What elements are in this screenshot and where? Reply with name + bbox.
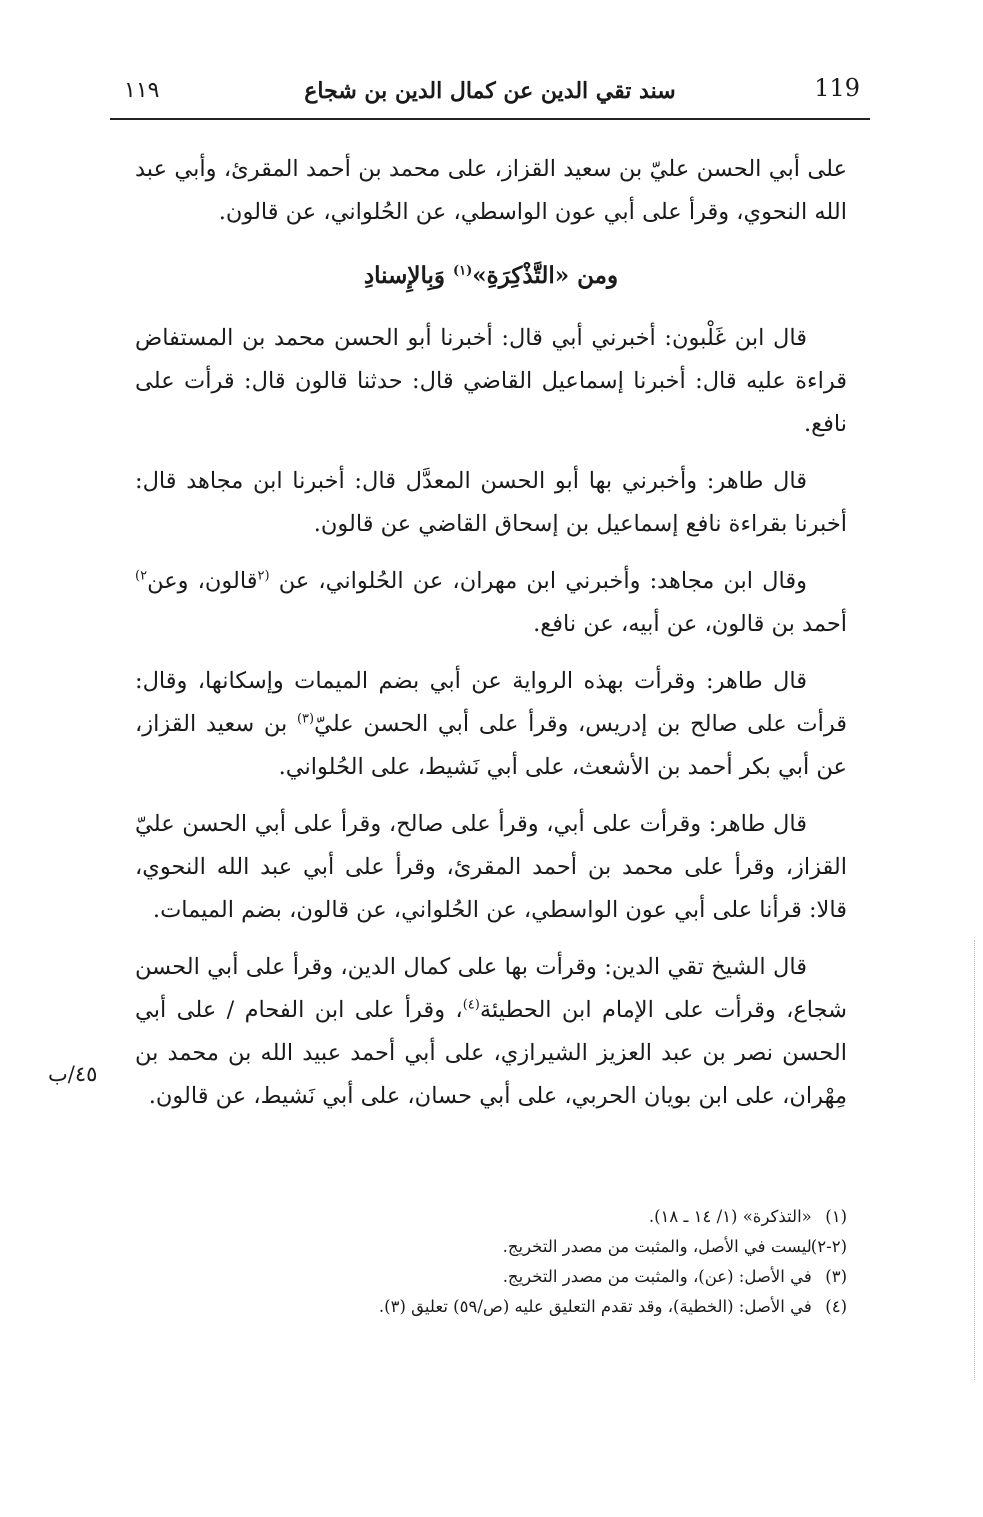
main-text	[135, 148, 847, 1132]
footnote-ref-2-open: (٢	[257, 568, 270, 584]
footnote-number: (٢-٢)	[810, 1237, 847, 1256]
header-rule	[110, 118, 870, 120]
footnote-ref-3: (٣)	[296, 711, 315, 727]
paragraph-7	[135, 946, 847, 1118]
section-heading	[135, 254, 847, 297]
paragraph-6: قال طاهر: وقرأت على أبي، وقرأ على صالح، وقرأ على أبي الحسن عليّ القزاز، وقرأ على محمد بن أحمد المقرئ، وقرأ على أبي عبد الله النحوي، قالا: قرأنا على أبي عون الواسطي، عن الحُلواني، عن قالون، بضم الميمات.	[135, 811, 847, 923]
footnote-text: في الأصل: (الخطية)، وقد تقدم التعليق عليه (ص/٥٩) تعليق (٣).	[378, 1297, 812, 1316]
running-title: سند تقي الدين عن كمال الدين بن شجاع	[304, 78, 676, 104]
footnote-1	[240, 1202, 847, 1232]
running-head	[110, 70, 870, 122]
paragraph-2: قال ابن غَلْبون: أخبرني أبي قال: أخبرنا أبو الحسن محمد بن المستفاض قراءة عليه قال: أخبرنا إسماعيل القاضي قال: حدثنا قالون قال: قرأت على نافع.	[135, 325, 847, 437]
page-number-latin: 119	[814, 74, 860, 102]
manuscript-folio-note: ٤٥/ب	[48, 1062, 98, 1086]
footnote-3	[240, 1262, 847, 1292]
footnote-ref-1: (١)	[453, 263, 473, 279]
paragraph-4-part-a: وقال ابن مجاهد: وأخبرني ابن مهران، عن الحُلواني، عن	[269, 568, 807, 594]
paragraph-3: قال طاهر: وأخبرني بها أبو الحسن المعدَّل قال: أخبرنا ابن مجاهد قال: أخبرنا بقراءة نافع إسماعيل بن إسحاق القاضي عن قالون.	[135, 468, 847, 537]
paragraph-4	[135, 560, 847, 646]
footnote-number: (١)	[825, 1207, 847, 1226]
footnote-text: «التذكرة» (١/ ١٤ ـ ١٨).	[648, 1207, 812, 1226]
footnote-ref-2-close: ٢)	[135, 568, 148, 584]
scan-edge-marks	[972, 940, 975, 1380]
footnote-number: (٣)	[825, 1267, 847, 1286]
footnotes	[240, 1202, 847, 1322]
paragraph-7-part-a: قال الشيخ تقي الدين: وقرأت بها على كمال الدين، وقرأ على أبي الحسن شجاع، وقرأت على الإمام ابن الحطيئة	[135, 954, 847, 1023]
heading-text-post: وَبِالإِسنادِ	[363, 262, 453, 289]
paragraph-4-part-c: أحمد بن قالون، عن أبيه، عن نافع.	[533, 611, 847, 637]
footnote-4	[240, 1292, 847, 1322]
footnote-ref-4: (٤)	[462, 997, 480, 1013]
paragraph-5-part-a: قال طاهر: وقرأت بهذه الرواية عن أبي بضم الميمات وإسكانها، وقال: قرأت على صالح بن إدريس، وقرأ على أبي الحسن عليّ	[135, 668, 847, 737]
paragraph-4-part-b: قالون، وعن	[147, 568, 258, 594]
footnote-number: (٤)	[825, 1297, 847, 1316]
paragraph-1: على أبي الحسن عليّ بن سعيد القزاز، على محمد بن أحمد المقرئ، وأبي عبد الله النحوي، وقرأ على أبي عون الواسطي، عن الحُلواني، عن قالون.	[135, 156, 847, 225]
paragraph-7-part-b: ، وقرأ على ابن الفحام / على أبي الحسن نصر بن عبد العزيز الشيرازي، على أبي أحمد عبيد الله بن محمد بن مِهْران، على ابن بويان الحربي، على أبي حسان، على أبي نَشيط، عن قالون.	[135, 997, 847, 1109]
footnote-2	[240, 1232, 847, 1262]
page-number-arabic: ١١٩	[124, 78, 160, 103]
paragraph-5-part-b: بن سعيد القزاز، عن أبي بكر أحمد بن الأشعث، على أبي نَشيط، على الحُلواني.	[135, 711, 847, 780]
paragraph-5	[135, 660, 847, 789]
footnote-text: ليست في الأصل، والمثبت من مصدر التخريج.	[502, 1237, 812, 1256]
heading-text-pre: ومن «التَّذْكِرَةِ»	[472, 262, 619, 289]
footnote-text: في الأصل: (عن)، والمثبت من مصدر التخريج.	[502, 1267, 812, 1286]
